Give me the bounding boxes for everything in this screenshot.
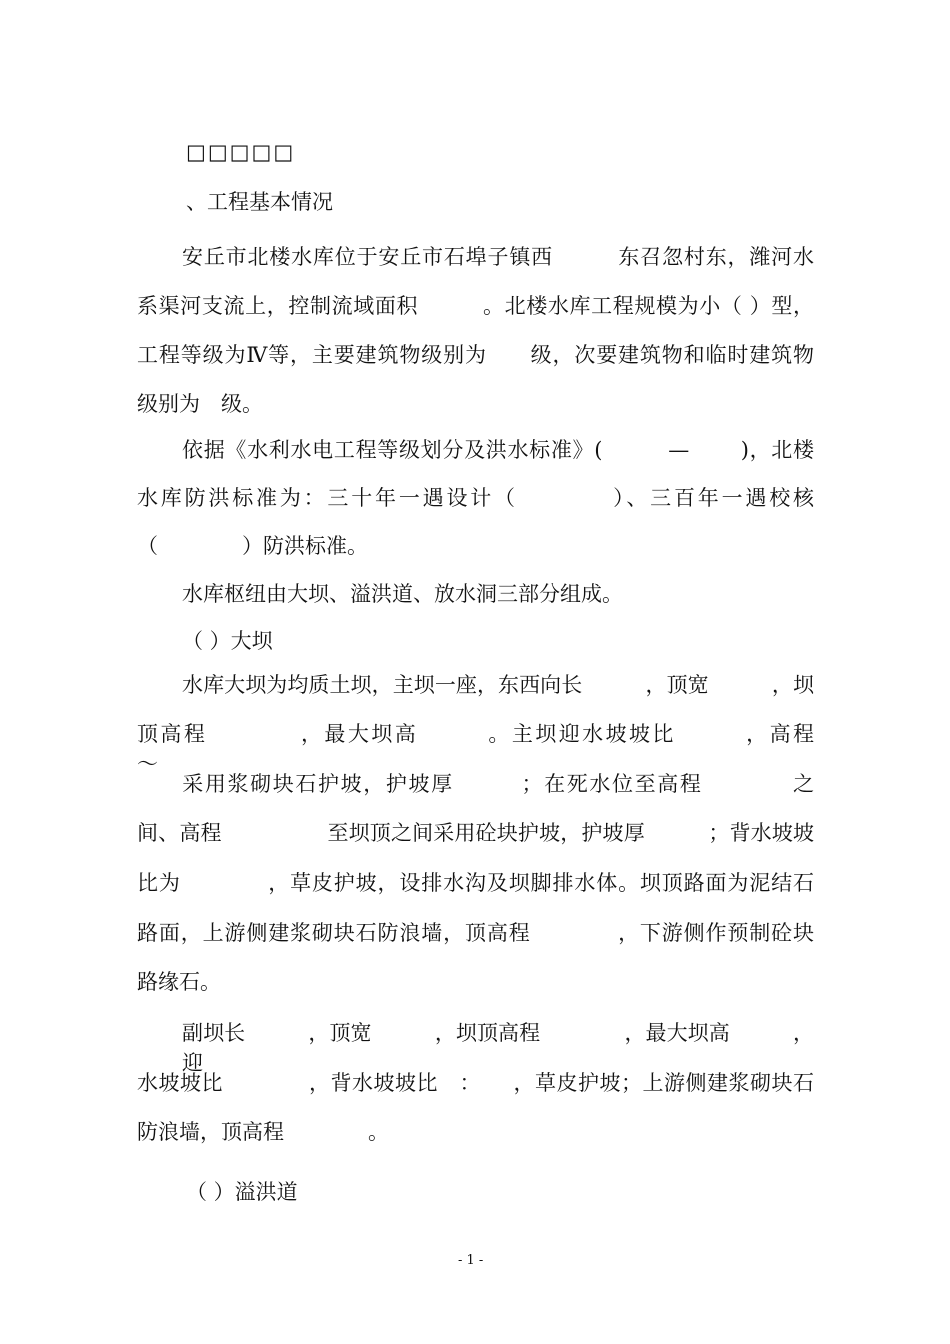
paragraph-line: 安丘市北楼水库位于安丘市石埠子镇西 东召忽村东，潍河水: [182, 245, 814, 269]
subsection-title: （ ）大坝: [182, 629, 273, 653]
paragraph-line: 路缘石。: [137, 970, 221, 994]
section-title: 、工程基本情况: [186, 190, 333, 214]
paragraph-line: 水库枢纽由大坝、溢洪道、放水洞三部分组成。: [182, 582, 623, 606]
paragraph-line: 副坝长 ，顶宽 ，坝顶高程 ，最大坝高 ，迎: [182, 1021, 814, 1075]
paragraph-line: 水库防洪标准为：三十年一遇设计（ ）、三百年一遇校核: [137, 486, 814, 510]
page-heading: □□□□□: [186, 140, 296, 164]
paragraph-line: （ ）防洪标准。: [137, 534, 368, 558]
paragraph-line: 依据《水利水电工程等级划分及洪水标准》( — )，北楼: [182, 438, 814, 462]
paragraph-line: 水坡坡比 ，背水坡坡比 ： ，草皮护坡；上游侧建浆砌块石: [137, 1071, 814, 1095]
page-number: - 1 -: [458, 1253, 484, 1268]
subsection-title: （ ）溢洪道: [186, 1180, 298, 1204]
paragraph-line: 路面，上游侧建浆砌块石防浪墙，顶高程 ，下游侧作预制砼块: [137, 921, 814, 945]
paragraph-line: 工程等级为Ⅳ等，主要建筑物级别为 级，次要建筑物和临时建筑物: [137, 343, 814, 367]
paragraph-line: 比为 ，草皮护坡，设排水沟及坝脚排水体。坝顶路面为泥结石: [137, 871, 814, 895]
paragraph-line: 间、高程 至坝顶之间采用砼块护坡，护坡厚 ；背水坡坡: [137, 821, 814, 845]
paragraph-line: 级别为 级。: [137, 392, 263, 416]
paragraph-line: 水库大坝为均质土坝，主坝一座，东西向长 ，顶宽 ，坝: [182, 673, 814, 697]
paragraph-line: 顶高程 ，最大坝高 。主坝迎水坡坡比 ，高程 ～: [137, 722, 898, 776]
paragraph-line: 采用浆砌块石护坡，护坡厚 ；在死水位至高程 之: [137, 772, 814, 796]
paragraph-line: 系渠河支流上，控制流域面积 。北楼水库工程规模为小（ ）型，: [137, 294, 814, 318]
paragraph-line: 防浪墙，顶高程 。: [137, 1120, 389, 1144]
